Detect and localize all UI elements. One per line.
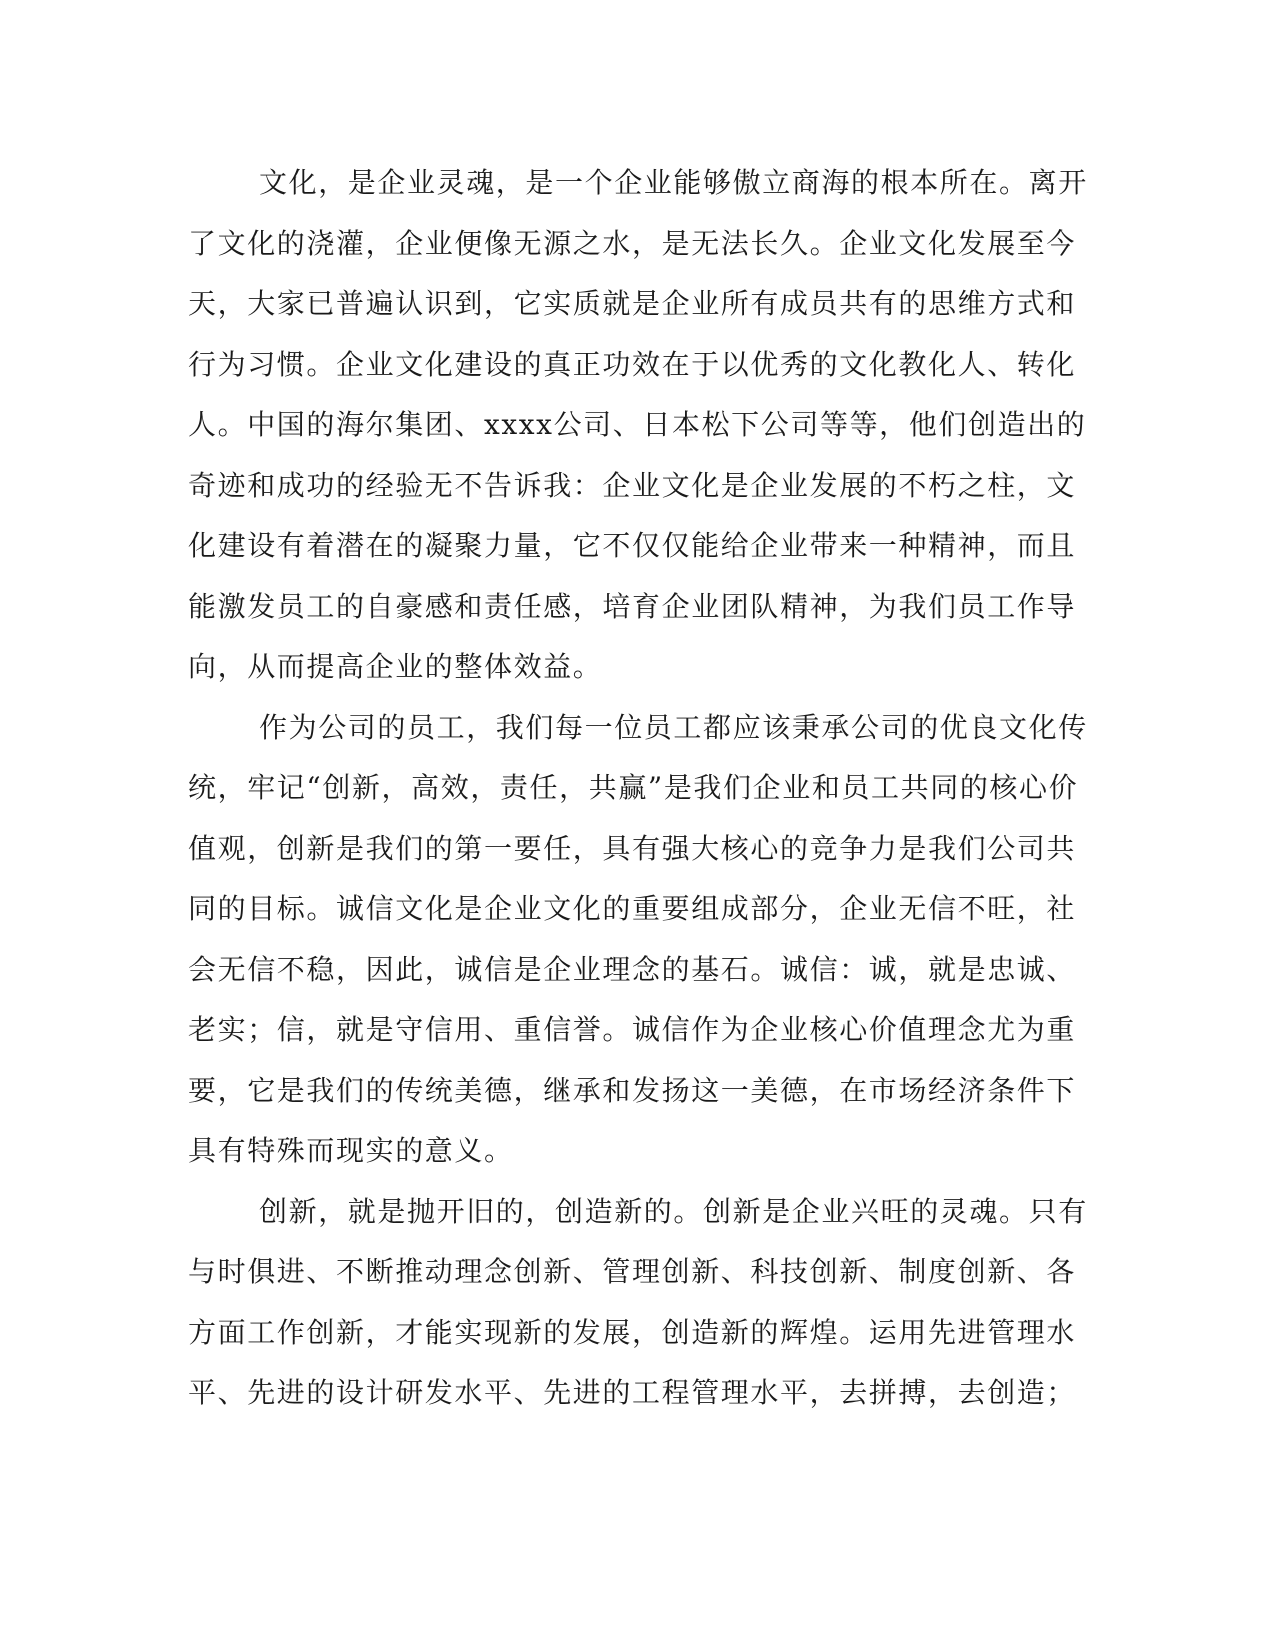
text-line: 统，牢记“创新，高效，责任，共赢”是我们企业和员工共同的核心价 (188, 771, 1079, 804)
text-line: 同的目标。诚信文化是企业文化的重要组成部分，企业无信不旺，社 (188, 892, 1077, 925)
text-line: 值观，创新是我们的第一要任，具有强大核心的竞争力是我们公司共 (188, 831, 1077, 865)
paragraph-culture (188, 153, 1088, 698)
text-line: 与时俱进、不断推动理念创新、管理创新、科技创新、制度创新、各 (188, 1255, 1077, 1288)
text-line: 文化，是企业灵魂，是一个企业能够傲立商海的根本所在。离开 (259, 166, 1088, 199)
text-line: 天，大家已普遍认识到，它实质就是企业所有成员共有的思维方式和 (188, 287, 1077, 320)
text-line: 老实；信，就是守信用、重信誉。诚信作为企业核心价值理念尤为重 (188, 1013, 1077, 1046)
text-line: 要，它是我们的传统美德，继承和发扬这一美德，在市场经济条件下 (188, 1073, 1077, 1107)
paragraph-employees (188, 698, 1088, 1182)
text-line: 奇迹和成功的经验无不告诉我：企业文化是企业发展的不朽之柱，文 (188, 468, 1077, 502)
text-line: 会无信不稳，因此，诚信是企业理念的基石。诚信：诚，就是忠诚、 (188, 952, 1077, 986)
document-body (188, 153, 1088, 1424)
text-line: 向，从而提高企业的整体效益。 (188, 650, 603, 683)
text-line: 具有特殊而现实的意义。 (188, 1134, 514, 1167)
text-line: 作为公司的员工，我们每一位员工都应该秉承公司的优良文化传 (259, 710, 1088, 744)
text-line: 方面工作创新，才能实现新的发展，创造新的辉煌。运用先进管理水 (188, 1315, 1077, 1349)
text-line: 化建设有着潜在的凝聚力量，它不仅仅能给企业带来一种精神，而且 (188, 529, 1077, 562)
text-line: 能激发员工的自豪感和责任感，培育企业团队精神，为我们员工作导 (188, 589, 1077, 623)
text-line: 创新，就是抛开旧的，创造新的。创新是企业兴旺的灵魂。只有 (259, 1194, 1088, 1228)
text-line: 行为习惯。企业文化建设的真正功效在于以优秀的文化教化人、转化 (188, 347, 1077, 381)
text-line: 平、先进的设计研发水平、先进的工程管理水平，去拼搏，去创造； (188, 1376, 1077, 1409)
paragraph-innovation (188, 1182, 1088, 1424)
text-line: 了文化的浇灌，企业便像无源之水，是无法长久。企业文化发展至今 (188, 226, 1077, 260)
text-line: 人。中国的海尔集团、xxxx公司、日本松下公司等等，他们创造出的 (188, 408, 1087, 441)
